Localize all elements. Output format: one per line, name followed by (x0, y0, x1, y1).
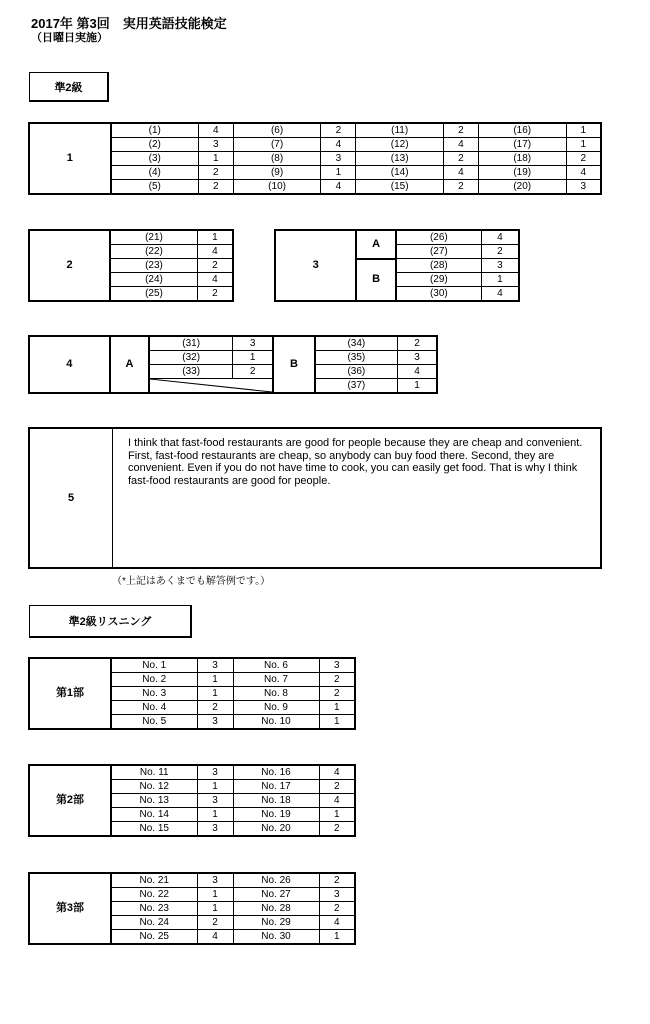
question-number: (5) (111, 180, 199, 195)
question-number: (10) (233, 180, 321, 195)
question-number: No. 26 (233, 873, 319, 888)
question-number: (36) (315, 365, 398, 379)
question-number: (21) (110, 230, 197, 245)
diagonal-line (150, 379, 272, 392)
answer-value: 2 (233, 365, 274, 379)
answer-value: 4 (197, 245, 233, 259)
answer-value: 2 (481, 245, 519, 259)
question-number: (9) (233, 166, 321, 180)
listening-part-3-table (28, 872, 356, 945)
answer-value: 2 (198, 180, 233, 195)
answer-value: 1 (398, 379, 437, 394)
question-number: No. 5 (111, 715, 197, 730)
part-a-label: A (356, 230, 396, 259)
section-1-label: 1 (29, 123, 111, 194)
question-number: (37) (315, 379, 398, 394)
question-number: (11) (356, 123, 444, 138)
answer-value: 3 (197, 873, 233, 888)
answer-value: 3 (197, 794, 233, 808)
part-b-label: B (356, 259, 396, 302)
question-number: No. 13 (111, 794, 197, 808)
answer-value: 1 (197, 808, 233, 822)
question-number: (29) (396, 273, 481, 287)
question-number: (35) (315, 351, 398, 365)
table-row (29, 180, 601, 195)
answer-value: 3 (197, 822, 233, 837)
answer-value: 2 (319, 687, 355, 701)
answer-value: 2 (198, 166, 233, 180)
question-number: (4) (111, 166, 199, 180)
question-number: (34) (315, 336, 398, 351)
listening-part-1-table (28, 657, 356, 730)
section-2-table (28, 229, 234, 302)
answer-value: 1 (197, 230, 233, 245)
question-number: (13) (356, 152, 444, 166)
table-row (29, 123, 601, 138)
question-number: No. 16 (233, 765, 319, 780)
question-number: (30) (396, 287, 481, 302)
question-number: No. 14 (111, 808, 197, 822)
question-number: No. 21 (111, 873, 197, 888)
answer-value: 2 (444, 152, 479, 166)
question-number: No. 2 (111, 673, 197, 687)
answer-value: 2 (319, 673, 355, 687)
answer-value: 3 (398, 351, 437, 365)
question-number: No. 3 (111, 687, 197, 701)
answer-value: 1 (233, 351, 274, 365)
answer-value: 2 (197, 259, 233, 273)
question-number: No. 23 (111, 902, 197, 916)
question-number: (26) (396, 230, 481, 245)
answer-value: 1 (197, 673, 233, 687)
question-number: (31) (149, 336, 232, 351)
table-row (275, 230, 519, 245)
listening-part-label: 第1部 (29, 658, 111, 729)
question-number: No. 4 (111, 701, 197, 715)
section-1-table (28, 122, 602, 195)
answer-value: 4 (481, 230, 519, 245)
table-row (29, 166, 601, 180)
answer-value: 2 (197, 287, 233, 302)
question-number: (33) (149, 365, 232, 379)
answer-value: 2 (197, 701, 233, 715)
question-number: No. 29 (233, 916, 319, 930)
answer-value: 1 (319, 715, 355, 730)
part-a-label: A (110, 336, 149, 393)
answer-value: 2 (444, 123, 479, 138)
question-number: No. 6 (233, 658, 319, 673)
answer-value: 1 (197, 902, 233, 916)
answer-value: 1 (197, 780, 233, 794)
answer-value: 3 (197, 715, 233, 730)
question-number: (27) (396, 245, 481, 259)
answer-value: 2 (444, 180, 479, 195)
answer-value: 2 (566, 152, 601, 166)
section-5-label: 5 (30, 429, 113, 567)
answer-value: 2 (398, 336, 437, 351)
question-number: No. 7 (233, 673, 319, 687)
answer-value: 3 (481, 259, 519, 273)
question-number: (32) (149, 351, 232, 365)
part-b-label: B (273, 336, 314, 393)
question-number: No. 11 (111, 765, 197, 780)
answer-value: 4 (444, 166, 479, 180)
answer-value: 1 (566, 138, 601, 152)
listening-part-2-table (28, 764, 356, 837)
essay-answer: I think that fast-food restaurants are good for people because they are cheap and convenient. First, fast-food restaurants are cheap, so anybody can buy food there. Second, they are convenient. Even if you do not have time to cook, you can easily get food. That is why I think fast-food restaurants are good for people. (128, 437, 583, 487)
answer-value: 1 (319, 808, 355, 822)
question-number: (22) (110, 245, 197, 259)
question-number: No. 20 (233, 822, 319, 837)
section-3-label: 3 (275, 230, 356, 301)
answer-value: 3 (198, 138, 233, 152)
answer-value: 3 (197, 658, 233, 673)
question-number: (3) (111, 152, 199, 166)
answer-value: 3 (321, 152, 356, 166)
question-number: No. 27 (233, 888, 319, 902)
answer-value: 4 (198, 123, 233, 138)
question-number: No. 25 (111, 930, 197, 945)
answer-value: 4 (321, 180, 356, 195)
question-number: (12) (356, 138, 444, 152)
question-number: (18) (478, 152, 566, 166)
table-row (29, 152, 601, 166)
question-number: (1) (111, 123, 199, 138)
question-number: (20) (478, 180, 566, 195)
answer-value: 1 (319, 701, 355, 715)
table-row (29, 658, 355, 673)
answer-value: 1 (481, 273, 519, 287)
question-number: No. 9 (233, 701, 319, 715)
answer-value: 4 (398, 365, 437, 379)
answer-value: 3 (566, 180, 601, 195)
question-number: (2) (111, 138, 199, 152)
section-5-box (28, 427, 602, 569)
question-number: No. 8 (233, 687, 319, 701)
question-number: No. 28 (233, 902, 319, 916)
question-number: No. 1 (111, 658, 197, 673)
listening-part-label: 第2部 (29, 765, 111, 836)
section-2-label: 2 (29, 230, 110, 301)
table-row (29, 873, 355, 888)
answer-value: 3 (319, 658, 355, 673)
question-number: No. 18 (233, 794, 319, 808)
answer-value: 4 (481, 287, 519, 302)
grade-label: 準2級 (54, 81, 83, 94)
answer-note: （*上記はあくまでも解答例です。） (112, 576, 271, 587)
answer-value: 1 (197, 888, 233, 902)
table-row (29, 336, 437, 351)
question-number: (15) (356, 180, 444, 195)
answer-value: 1 (198, 152, 233, 166)
question-number: No. 17 (233, 780, 319, 794)
answer-value: 1 (321, 166, 356, 180)
answer-value: 4 (319, 916, 355, 930)
answer-value: 4 (319, 765, 355, 780)
listening-label-box (29, 605, 192, 638)
question-number: (19) (478, 166, 566, 180)
answer-value: 2 (319, 873, 355, 888)
question-number: No. 22 (111, 888, 197, 902)
empty-slashed-cell (149, 379, 273, 394)
section-4-table (28, 335, 438, 394)
question-number: (28) (396, 259, 481, 273)
answer-value: 4 (319, 794, 355, 808)
page-subtitle: （日曜日実施） (31, 32, 108, 44)
question-number: (14) (356, 166, 444, 180)
question-number: (24) (110, 273, 197, 287)
section-3-table (274, 229, 520, 302)
question-number: No. 24 (111, 916, 197, 930)
answer-value: 3 (233, 336, 274, 351)
question-number: (7) (233, 138, 321, 152)
answer-value: 1 (197, 687, 233, 701)
answer-value: 2 (197, 916, 233, 930)
answer-value: 4 (197, 273, 233, 287)
answer-value: 2 (319, 780, 355, 794)
answer-value: 4 (321, 138, 356, 152)
question-number: No. 15 (111, 822, 197, 837)
answer-value: 4 (566, 166, 601, 180)
section-4-label: 4 (29, 336, 110, 393)
answer-value: 2 (319, 902, 355, 916)
answer-value: 4 (444, 138, 479, 152)
answer-value: 4 (197, 930, 233, 945)
table-row (29, 230, 233, 245)
table-row (29, 138, 601, 152)
question-number: (25) (110, 287, 197, 302)
question-number: (23) (110, 259, 197, 273)
question-number: No. 12 (111, 780, 197, 794)
question-number: (16) (478, 123, 566, 138)
question-number: No. 19 (233, 808, 319, 822)
answer-value: 3 (197, 765, 233, 780)
page-title: 2017年 第3回 実用英語技能検定 (31, 16, 227, 31)
listening-part-label: 第3部 (29, 873, 111, 944)
answer-value: 2 (319, 822, 355, 837)
answer-value: 1 (566, 123, 601, 138)
question-number: No. 30 (233, 930, 319, 945)
listening-label: 準2級リスニング (68, 616, 152, 628)
answer-value: 3 (319, 888, 355, 902)
answer-value: 1 (319, 930, 355, 945)
question-number: No. 10 (233, 715, 319, 730)
question-number: (17) (478, 138, 566, 152)
grade-label-box (29, 72, 109, 102)
table-row (29, 765, 355, 780)
question-number: (8) (233, 152, 321, 166)
answer-value: 2 (321, 123, 356, 138)
question-number: (6) (233, 123, 321, 138)
